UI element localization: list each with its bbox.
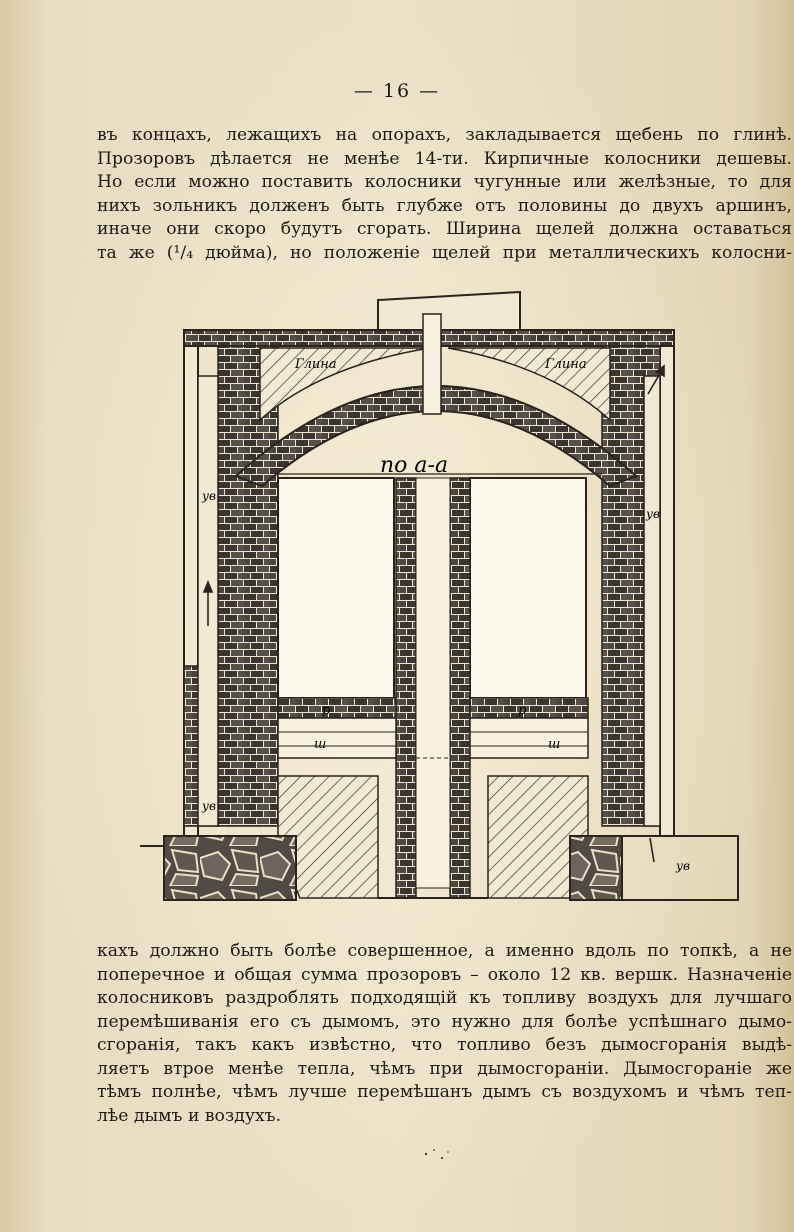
chimney-cap [378,292,520,330]
text-line: лѣе дымъ и воздухъ. [97,1105,282,1126]
ash-label-left: ш [314,737,327,752]
text-line: тѣмъ полнѣе, чѣмъ лучше перемѣшанъ дымъ съ воздухомъ и чѣмъ теп- [97,1082,792,1102]
left-brick-wall [218,346,278,826]
page-number: — 16 — [353,80,441,102]
text-line: колосниковъ раздроблять подходящій къ топливу воздухъ для лучшаго [97,988,792,1008]
text-line: кахъ должно быть болѣе совершенное, а именно вдоль по топкѣ, а не [97,941,792,961]
grate-left [278,698,396,718]
center-shaft [416,478,450,888]
right-firebox [470,478,586,698]
ash-pit-left [278,718,396,758]
channel-label: ув [202,799,216,813]
clay-label-left: Глина [295,357,337,372]
text-line: сгоранія, такъ какъ извѣстно, что топливо безъ дымосгоранія выдѣ- [97,1035,792,1055]
text-line: Прозоровъ дѣлается не менѣе 14-ти. Кирпичные колосники дешевы. [97,148,792,169]
channel-label: ув [676,859,690,873]
text-line: иначе они скоро будутъ сгорать. Ширина щелей должна оставаться [97,219,792,239]
channel-label: ув [202,489,216,503]
left-firebox [278,478,394,698]
ink-stain [408,1140,468,1170]
text-line: ляетъ втрое менѣе тепла, чѣмъ при дымосгораніи. Дымосгораніе же [97,1058,792,1079]
clay-label-right: Глина [545,357,587,372]
ash-label-right: ш [548,737,561,752]
right-outer-wall [660,346,674,836]
text-line: та же (¹/₄ дюйма), но положеніе щелей при металлическихъ колосни- [97,242,792,263]
text-line: нихъ зольникъ долженъ быть глубже отъ половины до двухъ аршинъ, [97,195,792,216]
section-label: по a-a [380,453,449,478]
foundation-right [570,836,622,900]
grate-right [470,698,588,718]
text-line: перемѣшиванія его съ дымомъ, это нужно для болѣе успѣшнаго дымо- [97,1011,792,1032]
furnace-section-figure [140,286,740,916]
channel-label: ув [646,507,660,521]
text-line: поперечное и общая сумма прозоровъ – около 12 кв. вершк. Назначеніе [97,964,792,985]
paragraph-bottom [97,940,792,1128]
grate-label-left: р [322,703,331,718]
text-line: въ концахъ, лежащихъ на опорахъ, закладывается щебень по глинѣ. [97,125,792,145]
ash-pit-right [470,718,588,758]
text-line: Но если можно поставить колосники чугунные или желѣзные, то для [97,172,792,192]
foundation-left [164,836,296,900]
center-flue [423,314,441,414]
grate-label-right: р [518,703,527,718]
partition-left [396,478,416,898]
partition-right [450,478,470,898]
paragraph-top [97,124,792,265]
